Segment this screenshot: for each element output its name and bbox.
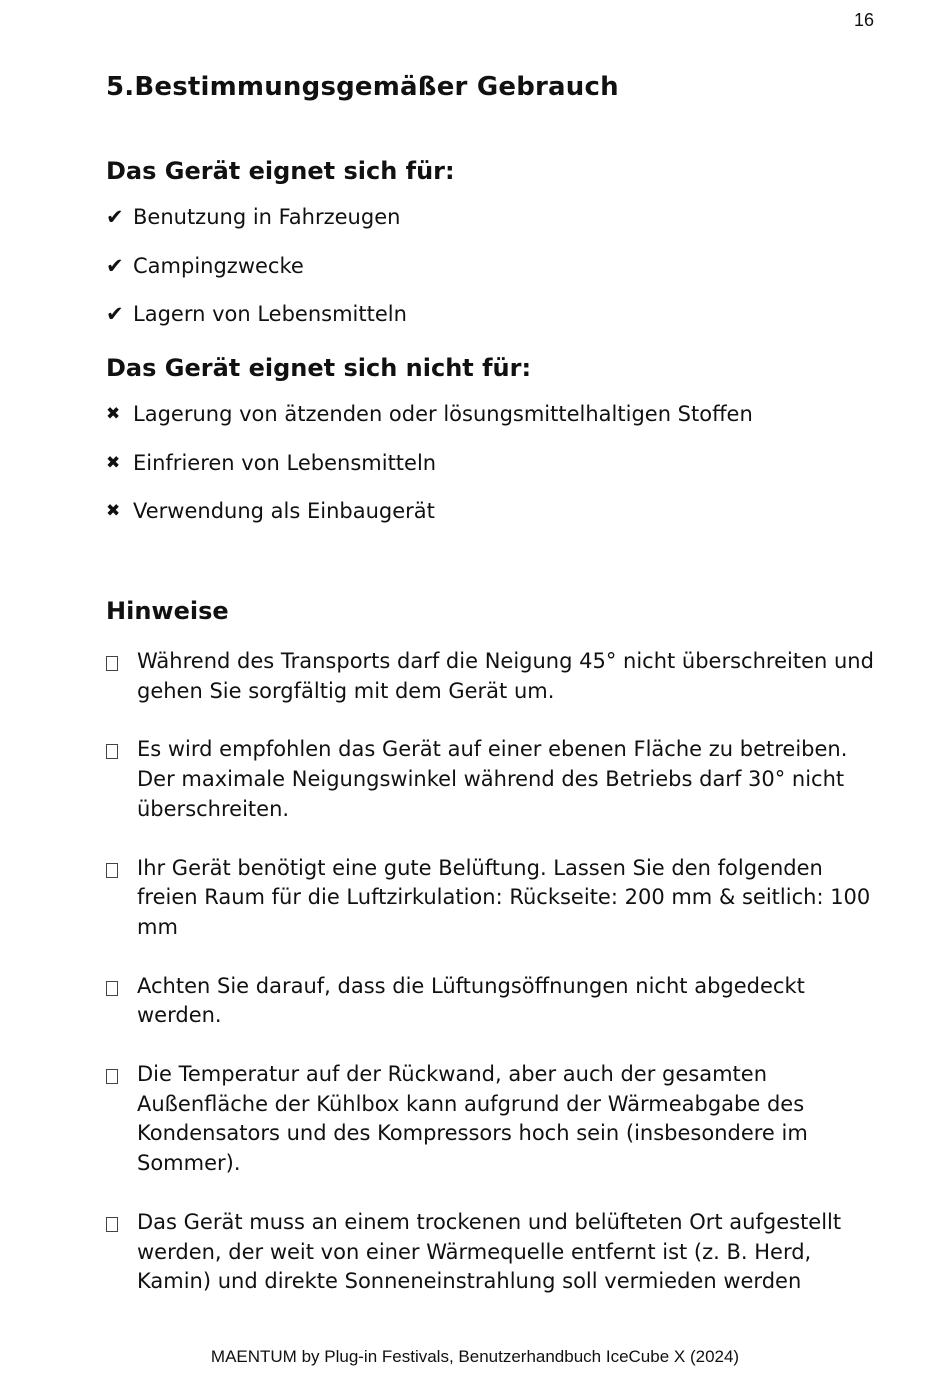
list-item xyxy=(106,302,407,351)
page-footer: MAENTUM by Plug-in Festivals, Benutzerhandbuch IceCube X (2024) xyxy=(210,1347,740,1366)
note-item xyxy=(106,735,886,824)
note-text: Ihr Gerät benötigt eine gute Belüftung. Lassen Sie den folgenden freien Raum für die Luftzirkulation: Rückseite: 200 mm & seitlich: 100 mm xyxy=(137,855,871,939)
placeholder-box-icon xyxy=(106,972,137,1031)
placeholder-box-icon xyxy=(106,854,137,943)
unsuitable-heading: Das Gerät eignet sich nicht für: xyxy=(106,354,532,382)
note-text: Achten Sie darauf, dass die Lüftungsöffnungen nicht abgedeckt werden. xyxy=(137,973,805,1028)
list-item xyxy=(106,205,407,254)
list-item xyxy=(106,402,753,451)
list-item xyxy=(106,499,753,548)
placeholder-box-icon xyxy=(106,647,137,706)
section-title: 5.Bestimmungsgemäßer Gebrauch xyxy=(106,72,619,102)
list-item-text: Lagern von Lebensmitteln xyxy=(133,302,407,326)
cross-icon: ✖ xyxy=(106,501,121,521)
list-item-text: Einfrieren von Lebensmitteln xyxy=(133,450,437,475)
note-item xyxy=(106,1208,886,1297)
list-item-text: Verwendung als Einbaugerät xyxy=(133,499,435,523)
notes-list xyxy=(106,647,886,1297)
note-item xyxy=(106,1060,886,1179)
suitable-list xyxy=(106,205,407,351)
cross-icon: ✖ xyxy=(106,452,121,473)
note-text: Das Gerät muss an einem trockenen und belüfteten Ort aufgestellt werden, der weit von einer Wärmequelle entfernt ist (z. B. Herd, Kamin) und direkte Sonneneinstrahlung soll vermieden werden xyxy=(137,1209,842,1294)
check-icon: ✔ xyxy=(106,302,124,326)
note-item xyxy=(106,647,886,706)
list-item xyxy=(106,254,407,303)
note-item xyxy=(106,972,886,1031)
check-icon: ✔ xyxy=(106,205,124,229)
placeholder-box-icon xyxy=(106,1060,137,1179)
note-text: Während des Transports darf die Neigung 45° nicht überschreiten und gehen Sie sorgfältig mit dem Gerät um. xyxy=(137,649,874,703)
placeholder-box-icon xyxy=(106,1208,137,1297)
placeholder-box-icon xyxy=(106,735,137,824)
note-text: Es wird empfohlen das Gerät auf einer ebenen Fläche zu betreiben. Der maximale Neigungswinkel während des Betriebs darf 30° nicht überschreiten. xyxy=(137,737,848,821)
list-item-text: Lagerung von ätzenden oder lösungsmittelhaltigen Stoffen xyxy=(133,402,753,426)
cross-icon: ✖ xyxy=(106,404,121,424)
unsuitable-list xyxy=(106,402,753,548)
page-number: 16 xyxy=(853,10,874,30)
note-text: Die Temperatur auf der Rückwand, aber auch der gesamten Außenfläche der Kühlbox kann aufgrund der Wärmeabgabe des Kondensators und des Kompressors hoch sein (insbesondere im Sommer). xyxy=(137,1062,808,1176)
notes-heading: Hinweise xyxy=(106,597,229,625)
check-icon: ✔ xyxy=(106,253,124,278)
note-item xyxy=(106,854,886,943)
list-item-text: Campingzwecke xyxy=(133,253,304,278)
list-item-text: Benutzung in Fahrzeugen xyxy=(133,205,401,229)
list-item xyxy=(106,451,753,500)
suitable-heading: Das Gerät eignet sich für: xyxy=(106,157,455,185)
